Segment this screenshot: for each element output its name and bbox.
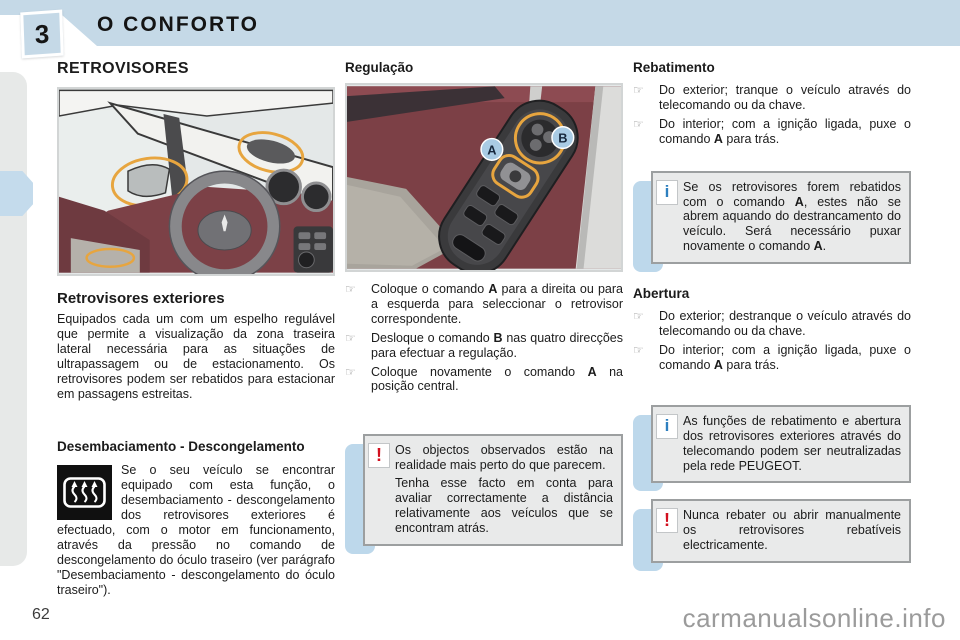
opening-warning-text: Nunca rebater ou abrir manualmente os retrovisores rebatíveis electricamente. xyxy=(683,508,901,553)
warning-text-1: Os objectos observados estão na realidade mais perto do que parecem. xyxy=(395,443,613,473)
folding-steps xyxy=(633,83,911,147)
watermark: carmanualsonline.info xyxy=(682,603,946,633)
page-number: 62 xyxy=(32,606,50,623)
manual-folding-warning-box xyxy=(638,499,911,563)
warning-icon: ! xyxy=(368,443,390,468)
instruction-step xyxy=(633,343,911,373)
step-text: Coloque novamente o comando A na posição central. xyxy=(371,364,623,394)
door-control-photo xyxy=(345,83,623,272)
defrost-title: Desembaciamento - Descongelamento xyxy=(57,439,305,455)
defrost-text: Se o seu veículo se encontrar equipado com esta função, o desembaciamento - descongelamento dos retrovisores exteriores é efectuado, com o motor em funcionamento, através da pressão no comando de descongelamento do óculo traseiro (ver parágrafo "Desembaciamento - descongelamento do óculo traseiro"). xyxy=(57,463,335,597)
step-text: Do exterior; tranque o veículo através do telecomando ou da chave. xyxy=(659,83,911,112)
pointer-hand-icon: ☞ xyxy=(633,116,644,131)
heated-mirror-icon xyxy=(57,465,112,520)
distance-warning-box xyxy=(350,434,623,545)
column-adjustment xyxy=(345,60,623,546)
warning-icon: ! xyxy=(656,508,678,533)
instruction-step xyxy=(345,331,623,361)
folding-info-box xyxy=(638,171,911,265)
instruction-step xyxy=(633,117,911,147)
step-text: Do interior; com a ignição ligada, puxe o comando A para trás. xyxy=(659,342,911,372)
step-text: Do interior; com a ignição ligada, puxe o comando A para trás. xyxy=(659,116,911,146)
instruction-step xyxy=(345,282,623,327)
step-text: Desloque o comando B nas quatro direcções para efectuar a regulação. xyxy=(371,330,623,360)
warning-text-2: Tenha esse facto em conta para avaliar correctamente a distância relativamente aos veículos que se encontram atrás. xyxy=(395,476,613,535)
label-a: A xyxy=(487,142,497,158)
section-title-retrovisores: RETROVISORES xyxy=(57,60,189,77)
step-text: Do exterior; destranque o veículo através do telecomando ou da chave. xyxy=(659,309,911,339)
pointer-hand-icon: ☞ xyxy=(633,83,644,97)
adjustment-title: Regulação xyxy=(345,60,414,75)
folding-note-text: Se os retrovisores forem rebatidos com o comando A, estes não se abrem aquando do destrancamento do veículo. Será necessário puxar novamente o comando A. xyxy=(683,179,901,254)
pointer-hand-icon: ☞ xyxy=(345,330,356,345)
opening-note-text: As funções de rebatimento e abertura dos retrovisores exteriores através do telecomando podem ser neutralizadas pela rede PEUGEOT. xyxy=(683,413,901,473)
pointer-hand-icon: ☞ xyxy=(633,309,644,324)
sidebar-bar xyxy=(0,72,27,566)
pointer-hand-icon: ☞ xyxy=(345,364,356,379)
subsection-exterior-mirrors-title: Retrovisores exteriores xyxy=(57,290,225,307)
opening-steps xyxy=(633,309,911,373)
column-mirrors xyxy=(57,60,335,598)
step-text: Coloque o comando A para a direita ou para a esquerda para seleccionar o retrovisor correspondente. xyxy=(371,282,623,326)
instruction-step xyxy=(633,309,911,339)
pointer-hand-icon: ☞ xyxy=(633,342,644,357)
exterior-mirrors-text: Equipados cada um com um espelho regulável que permite a visualização da zona traseira lateral necessária para as situações de ultrapassagem ou de estacionamento. Os retrovisores podem ser rebatidos para estacionar em passagens estreitas. xyxy=(57,312,335,401)
instruction-step xyxy=(345,365,623,395)
defrost-block xyxy=(57,463,335,597)
instruction-step xyxy=(633,83,911,113)
info-icon: i xyxy=(656,180,678,205)
folding-title: Rebatimento xyxy=(633,60,715,75)
adjustment-steps xyxy=(345,282,623,394)
chapter-number: 3 xyxy=(34,17,50,50)
sidebar-chapter-marker xyxy=(0,171,33,216)
opening-title: Abertura xyxy=(633,286,690,302)
peugeot-network-info-box xyxy=(638,405,911,484)
pointer-hand-icon: ☞ xyxy=(345,282,356,296)
column-folding-opening xyxy=(633,60,911,563)
chapter-number-badge xyxy=(20,10,64,59)
chapter-title: O CONFORTO xyxy=(97,13,259,36)
interior-mirrors-photo xyxy=(57,87,335,276)
label-b: B xyxy=(558,130,568,146)
info-icon: i xyxy=(656,414,678,439)
